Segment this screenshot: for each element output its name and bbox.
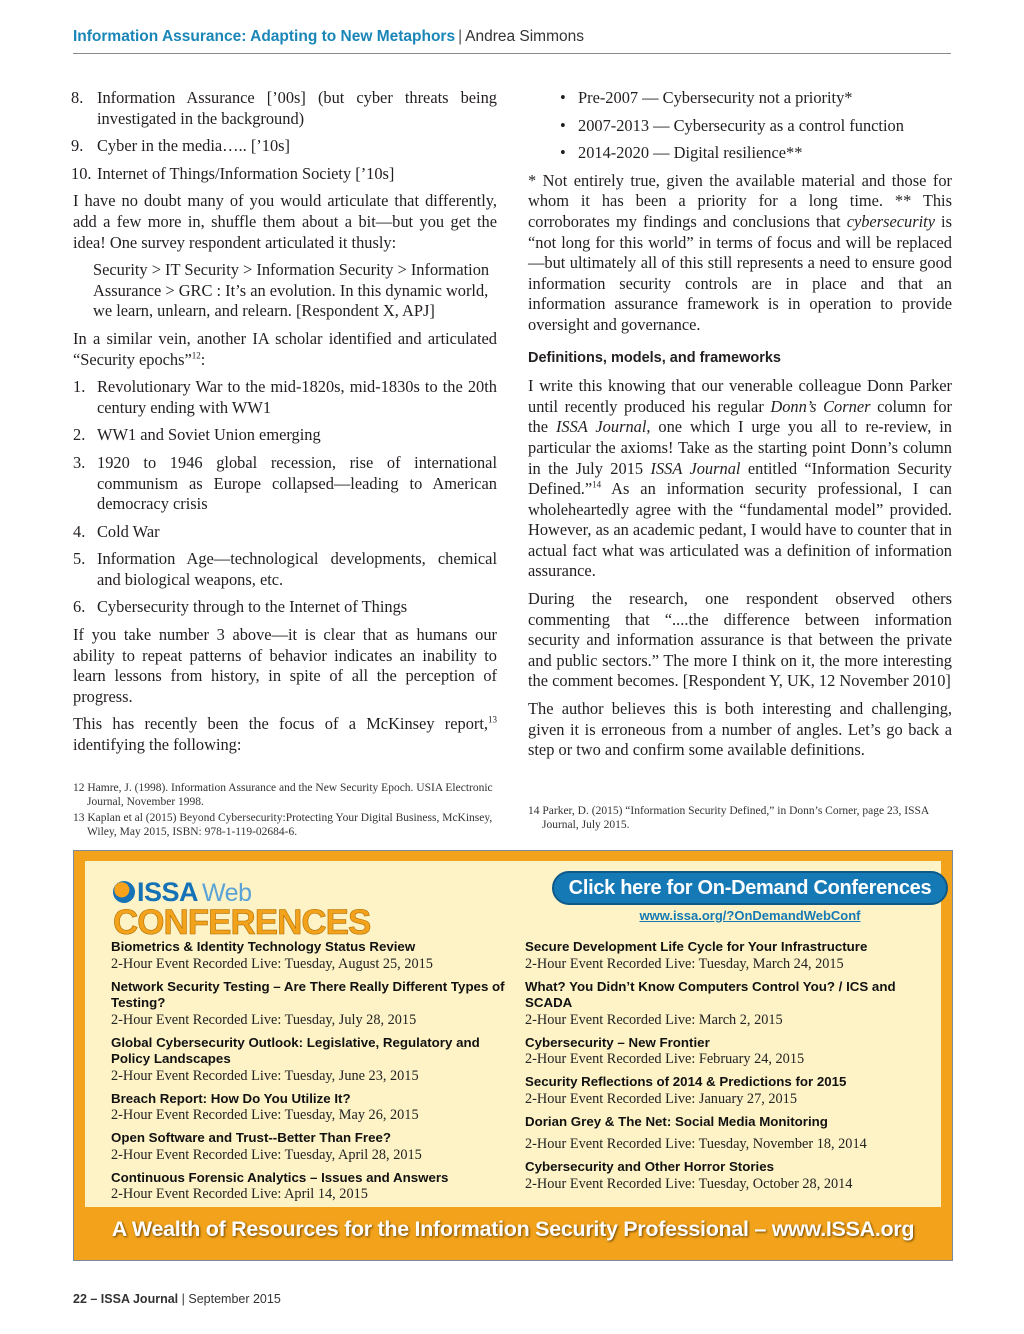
footnote-ref[interactable]: 13 xyxy=(488,714,497,725)
paragraph: During the research, one respondent observed others commenting that “....the difference between information security and information assurance is that between the private and public sectors.” The more I think on it, the more interesting the comment becomes. [Respondent Y, UK, 12 November 2010] xyxy=(528,589,952,691)
event-item[interactable]: Cybersecurity and Other Horror Stories 2-Hour Event Recorded Live: Tuesday, October 28, 2014 xyxy=(525,1159,853,1192)
left-column xyxy=(73,88,497,763)
issue-date: September 2015 xyxy=(188,1292,281,1306)
mckinsey-bullets xyxy=(528,88,952,164)
header-author: Andrea Simmons xyxy=(465,28,584,45)
events-left-column xyxy=(111,939,511,1209)
paragraph: I have no doubt many of you would articulate that differently, add a few more in, shuffle them about a bit—but you get the idea! One survey respondent articulated it thusly: xyxy=(73,191,497,252)
issa-web-conferences-ad[interactable] xyxy=(73,850,953,1261)
issa-logo: ISSA Web xyxy=(113,877,251,908)
paragraph: In a similar vein, another IA scholar identified and articulated “Security epochs”$^{12}$: xyxy=(73,328,497,369)
footnotes-left xyxy=(73,782,497,842)
list-item: 4. Cold War xyxy=(73,521,160,541)
list-item: 2. WW1 and Soviet Union emerging xyxy=(73,425,321,445)
ad-footer-link[interactable]: A Wealth of Resources for the Information Security Professional – www.ISSA.org xyxy=(111,1217,915,1241)
footnotes-right xyxy=(528,805,952,835)
list-item: 6. Cybersecurity through to the Internet of Things xyxy=(73,597,408,617)
security-epochs-list xyxy=(73,377,497,618)
events-right-column xyxy=(525,939,925,1199)
list-item: 10. Internet of Things/Information Society [’10s] xyxy=(71,163,395,183)
running-header xyxy=(73,28,951,54)
globe-icon xyxy=(113,881,135,903)
event-item[interactable]: Security Reflections of 2014 & Predictions for 2015 2-Hour Event Recorded Live: January 27, 2015 xyxy=(525,1074,847,1107)
conferences-wordmark: CONFERENCES xyxy=(113,903,371,942)
paragraph: I write this knowing that our venerable colleague Donn Parker until recently produced his regular Donn’s Corner column for the ISSA Journal, one which I urge you all to re-review, in particular the axioms! Take as the starting point Donn’s column in the July 2015 ISSA Journal entitled “Information Security Defined.”$^{14}$ As an information security professional, I can wholeheartedly agree with the “fundamental model” provided. However, as an academic pedant, I would have to counter that in actual fact what was articulated was a definition of information assurance. xyxy=(528,376,952,581)
list-item: 5. Information Age—technological developments, chemical and biological weapons, etc. xyxy=(73,549,497,589)
era-list-continued xyxy=(73,88,497,184)
paragraph: The author believes this is both interesting and challenging, given it is erroneous from a number of angles. Let’s go back a step or two and confirm some available definitions. xyxy=(528,699,952,760)
list-item: • Pre-2007 — Cybersecurity not a priority* xyxy=(560,88,853,107)
footnote-ref[interactable]: 12 xyxy=(191,350,201,361)
event-item[interactable]: Secure Development Life Cycle for Your Infrastructure 2-Hour Event Recorded Live: Tuesday, March 24, 2015 xyxy=(525,939,868,972)
list-item: 3. 1920 to 1946 global recession, rise of international communism as Europe collapsed—leading to American democracy crisis xyxy=(73,452,497,514)
event-item[interactable]: What? You Didn’t Know Computers Control You? / ICS and SCADA 2-Hour Event Recorded Live: March 2, 2015 xyxy=(525,978,896,1028)
list-item: 8. Information Assurance [’00s] (but cyber threats being investigated in the background) xyxy=(71,88,497,128)
page-footer: 22 – ISSA Journal | September 2015 xyxy=(73,1292,281,1306)
ad-panel xyxy=(85,861,941,1207)
list-item: 9. Cyber in the media….. [’10s] xyxy=(71,136,290,156)
paragraph: * Not entirely true, given the available material and those for whom it has been a priority for a long time. ** This corroborates my findings and conclusions that cybersecurity is “not long for this world” in terms of focus and will be replaced—but ultimately all of this still represents a need to ensure good information security controls are in place and that an information assurance framework is in operation to provide oversight and governance. xyxy=(528,170,952,334)
header-separator: | xyxy=(458,28,463,45)
event-item[interactable]: Open Software and Trust--Better Than Free? 2-Hour Event Recorded Live: Tuesday, April 28, 2015 xyxy=(111,1130,422,1163)
header-title: Information Assurance: Adapting to New Metaphors xyxy=(73,28,456,45)
list-item: 1. Revolutionary War to the mid-1820s, mid-1830s to the 20th century ending with WW1 xyxy=(73,377,497,417)
right-column xyxy=(528,88,952,768)
event-item[interactable]: Cybersecurity – New Frontier 2-Hour Event Recorded Live: February 24, 2015 xyxy=(525,1034,805,1067)
on-demand-url-link[interactable]: www.issa.org/?OnDemandWebConf xyxy=(639,908,861,923)
event-item[interactable]: Network Security Testing – Are There Really Different Types of Testing? 2-Hour Event Recorded Live: Tuesday, July 28, 2015 xyxy=(111,978,505,1028)
section-heading: Definitions, models, and frameworks xyxy=(528,349,781,366)
list-item: • 2014-2020 — Digital resilience** xyxy=(560,143,803,163)
event-item[interactable]: Global Cybersecurity Outlook: Legislative, Regulatory and Policy Landscapes 2-Hour Event Recorded Live: Tuesday, June 23, 2015 xyxy=(111,1034,480,1084)
footnote-13: 13 Kaplan et al (2015) Beyond Cybersecurity:Protecting Your Digital Business, McKinsey, Wiley, May 2015, ISBN: 978-1-119-02684-6. xyxy=(73,812,493,838)
footnote-14: 14 Parker, D. (2015) “Information Security Defined,” in Donn’s Corner, page 23, ISSA Journal, July 2015. xyxy=(528,805,929,831)
paragraph: This has recently been the focus of a McKinsey report,$^{13}$ identifying the following: xyxy=(73,714,497,755)
page-number: 22 – ISSA Journal xyxy=(73,1292,179,1306)
paragraph: If you take number 3 above—it is clear that as humans our ability to repeat patterns of behavior indicates an inability to learn lessons from history, in spite of all the perception of progress. xyxy=(73,625,497,706)
block-quote: Security > IT Security > Information Security > Information Assurance > GRC : It’s an evolution. In this dynamic world, we learn, unlearn, and relearn. [Respondent X, APJ] xyxy=(93,260,490,321)
list-item: • 2007-2013 — Cybersecurity as a control function xyxy=(560,115,904,135)
event-item[interactable]: Dorian Grey & The Net: Social Media Monitoring 2-Hour Event Recorded Live: Tuesday, November 18, 2014 xyxy=(525,1113,867,1152)
event-item[interactable]: Breach Report: How Do You Utilize It? 2-Hour Event Recorded Live: Tuesday, May 26, 2015 xyxy=(111,1090,419,1123)
footnote-12: 12 Hamre, J. (1998). Information Assurance and the New Security Epoch. USIA Electronic Journal, November 1998. xyxy=(73,782,493,808)
event-item[interactable]: Continuous Forensic Analytics – Issues and Answers 2-Hour Event Recorded Live: April 14, 2015 xyxy=(111,1169,449,1202)
event-item[interactable]: Biometrics & Identity Technology Status Review 2-Hour Event Recorded Live: Tuesday, August 25, 2015 xyxy=(111,939,433,972)
on-demand-conferences-button[interactable]: Click here for On-Demand Conferences xyxy=(552,871,948,905)
footnote-ref[interactable]: 14 xyxy=(592,479,602,490)
